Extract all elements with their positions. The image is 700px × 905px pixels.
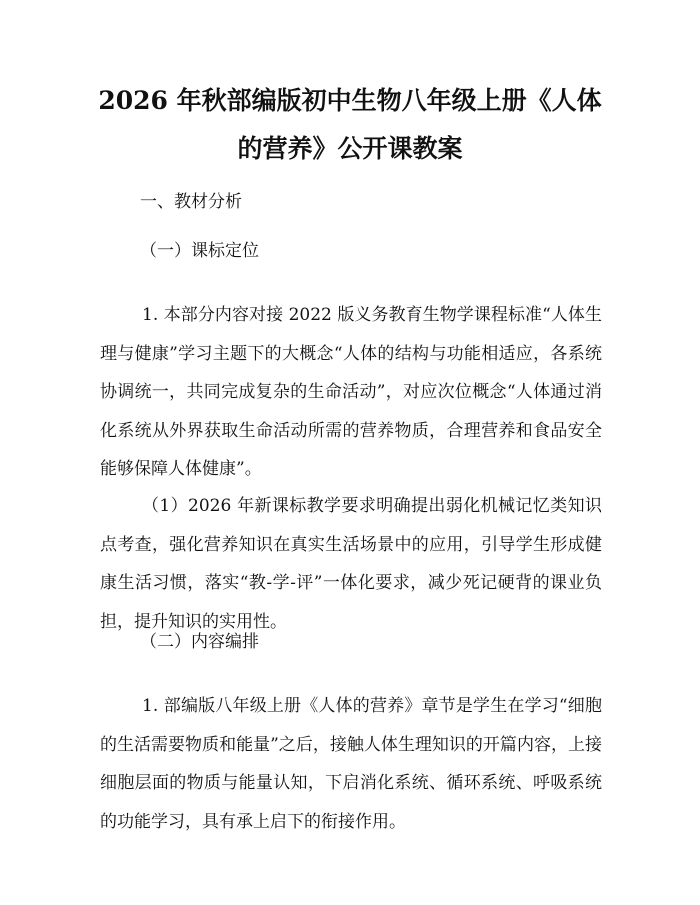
paragraph-new-curriculum-requirements: （1）2026 年新课标教学要求明确提出弱化机械记忆类知识点考查，强化营养知识在真实生活场景中的应用，引导学生形成健康生活习惯，落实“教-学-评”一体化要求，减少死记硬背的课业负担，提升知识的实用性。: [100, 496, 602, 632]
paragraph-content-arrangement: 1. 部编版八年级上册《人体的营养》章节是学生在学习“细胞的生活需要物质和能量”之后，接触人体生理知识的开篇内容，上接细胞层面的物质与能量认知，下启消化系统、循环系统、呼吸系统的功能学习，具有承上启下的衔接作用。: [100, 696, 602, 832]
subsection-heading-content-arrangement: （二）内容编排: [140, 632, 259, 652]
section-heading-textbook-analysis: 一、教材分析: [140, 192, 242, 212]
document-title-line-1: 2026 年秋部编版初中生物八年级上册《人体: [98, 86, 602, 115]
paragraph-curriculum-standard: 1. 本部分内容对接 2022 版义务教育生物学课程标准“人体生理与健康”学习主题下的大概念“人体的结构与功能相适应，各系统协调统一，共同完成复杂的生命活动”，对应次位概念“人体通过消化系统从外界获取生命活动所需的营养物质，合理营养和食品安全能够保障人体健康”。: [100, 305, 602, 479]
subsection-heading-curriculum-standard: （一）课标定位: [140, 241, 259, 261]
document-title-line-2: 的营养》公开课教案: [237, 134, 463, 163]
